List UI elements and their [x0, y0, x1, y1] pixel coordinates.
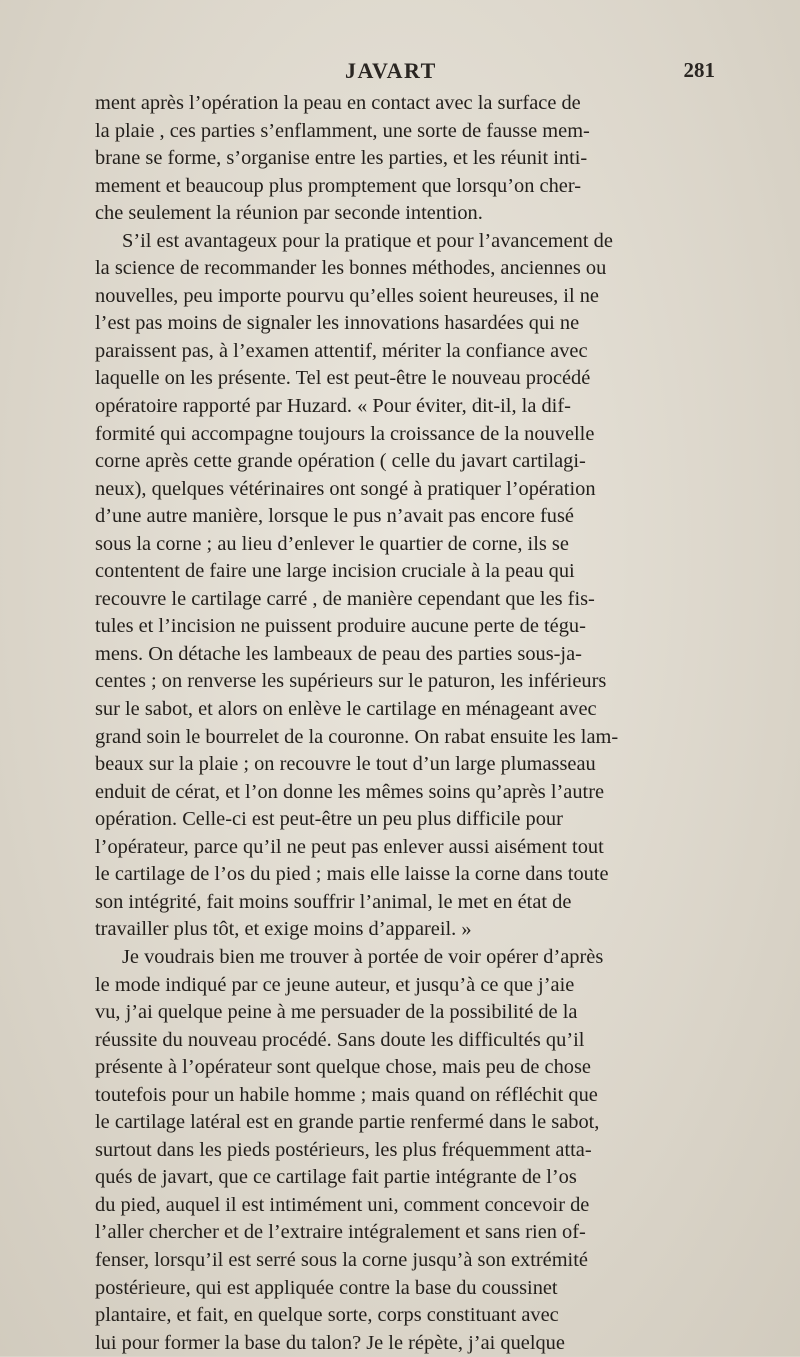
text-line: lui pour former la base du talon? Je le répète, j’ai quelque — [95, 1331, 565, 1354]
text-line: mement et beaucoup plus promptement que lorsqu’on cher- — [95, 174, 581, 197]
text-line: opération. Celle-ci est peut-être un peu plus difficile pour — [95, 808, 563, 831]
text-line: contentent de faire une large incision cruciale à la peau qui — [95, 560, 575, 583]
text-line: toutefois pour un habile homme ; mais quand on réfléchit que — [95, 1083, 598, 1106]
text-line: nouvelles, peu importe pourvu qu’elles soient heureuses, il ne — [95, 284, 599, 307]
text-line: paraissent pas, à l’examen attentif, mériter la confiance avec — [95, 339, 588, 362]
text-line: réussite du nouveau procédé. Sans doute les difficultés qu’il — [95, 1028, 585, 1051]
running-title: JAVART — [345, 58, 437, 83]
text-line: neux), quelques vétérinaires ont songé à pratiquer l’opération — [95, 477, 596, 500]
text-line: postérieure, qui est appliquée contre la base du coussinet — [95, 1276, 558, 1299]
text-line: beaux sur la plaie ; on recouvre le tout d’un large plumasseau — [95, 753, 596, 776]
text-line: formité qui accompagne toujours la croissance de la nouvelle — [95, 422, 595, 445]
running-head — [95, 58, 715, 88]
text-line: qués de javart, que ce cartilage fait partie intégrante de l’os — [95, 1166, 577, 1189]
text-line: sur le sabot, et alors on enlève le cartilage en ménageant avec — [95, 698, 597, 721]
text-line: travailler plus tôt, et exige moins d’appareil. » — [95, 918, 472, 941]
text-line: le cartilage latéral est en grande partie renfermé dans le sabot, — [95, 1111, 600, 1134]
text-line: grand soin le bourrelet de la couronne. On rabat ensuite les lam- — [95, 725, 619, 748]
text-line: son intégrité, fait moins souffrir l’animal, le met en état de — [95, 890, 572, 913]
text-line: fenser, lorsqu’il est serré sous la corne jusqu’à son extrémité — [95, 1248, 588, 1271]
text-line: corne après cette grande opération ( celle du javart cartilagi- — [95, 450, 586, 473]
text-line: sous la corne ; au lieu d’enlever le quartier de corne, ils se — [95, 532, 569, 555]
text-line: du pied, auquel il est intimément uni, comment concevoir de — [95, 1193, 590, 1216]
text-line: tules et l’incision ne puissent produire aucune perte de tégu- — [95, 615, 586, 638]
text-line: brane se forme, s’organise entre les parties, et les réunit inti- — [95, 147, 588, 170]
text-line: plantaire, et fait, en quelque sorte, corps constituant avec — [95, 1304, 559, 1327]
text-line: laquelle on les présente. Tel est peut-être le nouveau procédé — [95, 367, 591, 390]
body-text — [95, 90, 715, 1357]
text-line: la plaie , ces parties s’enflamment, une sorte de fausse mem- — [95, 119, 590, 142]
text-line: l’est pas moins de signaler les innovations hasardées qui ne — [95, 312, 580, 335]
text-line: Je voudrais bien me trouver à portée de voir opérer d’après — [122, 945, 604, 968]
paragraph — [95, 90, 715, 228]
text-line: enduit de cérat, et l’on donne les mêmes soins qu’après l’autre — [95, 780, 605, 803]
text-line: l’opérateur, parce qu’il ne peut pas enlever aussi aisément tout — [95, 835, 604, 858]
text-line: d’une autre manière, lorsque le pus n’avait pas encore fusé — [95, 505, 574, 528]
text-line: S’il est avantageux pour la pratique et pour l’avancement de — [122, 229, 613, 252]
text-line: présente à l’opérateur sont quelque chose, mais peu de chose — [95, 1056, 591, 1079]
text-line: vu, j’ai quelque peine à me persuader de la possibilité de la — [95, 1001, 578, 1024]
text-line: centes ; on renverse les supérieurs sur le paturon, les inférieurs — [95, 670, 607, 693]
text-line: che seulement la réunion par seconde intention. — [95, 202, 483, 225]
paragraph — [95, 228, 715, 944]
text-line: recouvre le cartilage carré , de manière cependant que les fis- — [95, 587, 595, 610]
text-line: mens. On détache les lambeaux de peau des parties sous-ja- — [95, 642, 582, 665]
text-line: surtout dans les pieds postérieurs, les plus fréquemment atta- — [95, 1138, 592, 1161]
page-number: 281 — [683, 58, 715, 82]
text-line: ment après l’opération la peau en contact avec la surface de — [95, 92, 581, 114]
text-line: opératoire rapporté par Huzard. « Pour éviter, dit-il, la dif- — [95, 395, 571, 418]
paragraph — [95, 944, 715, 1357]
text-line: l’aller chercher et de l’extraire intégralement et sans rien of- — [95, 1221, 586, 1244]
text-line: le mode indiqué par ce jeune auteur, et jusqu’à ce que j’aie — [95, 973, 575, 996]
text-line: le cartilage de l’os du pied ; mais elle laisse la corne dans toute — [95, 863, 609, 886]
text-line: la science de recommander les bonnes méthodes, anciennes ou — [95, 257, 607, 280]
